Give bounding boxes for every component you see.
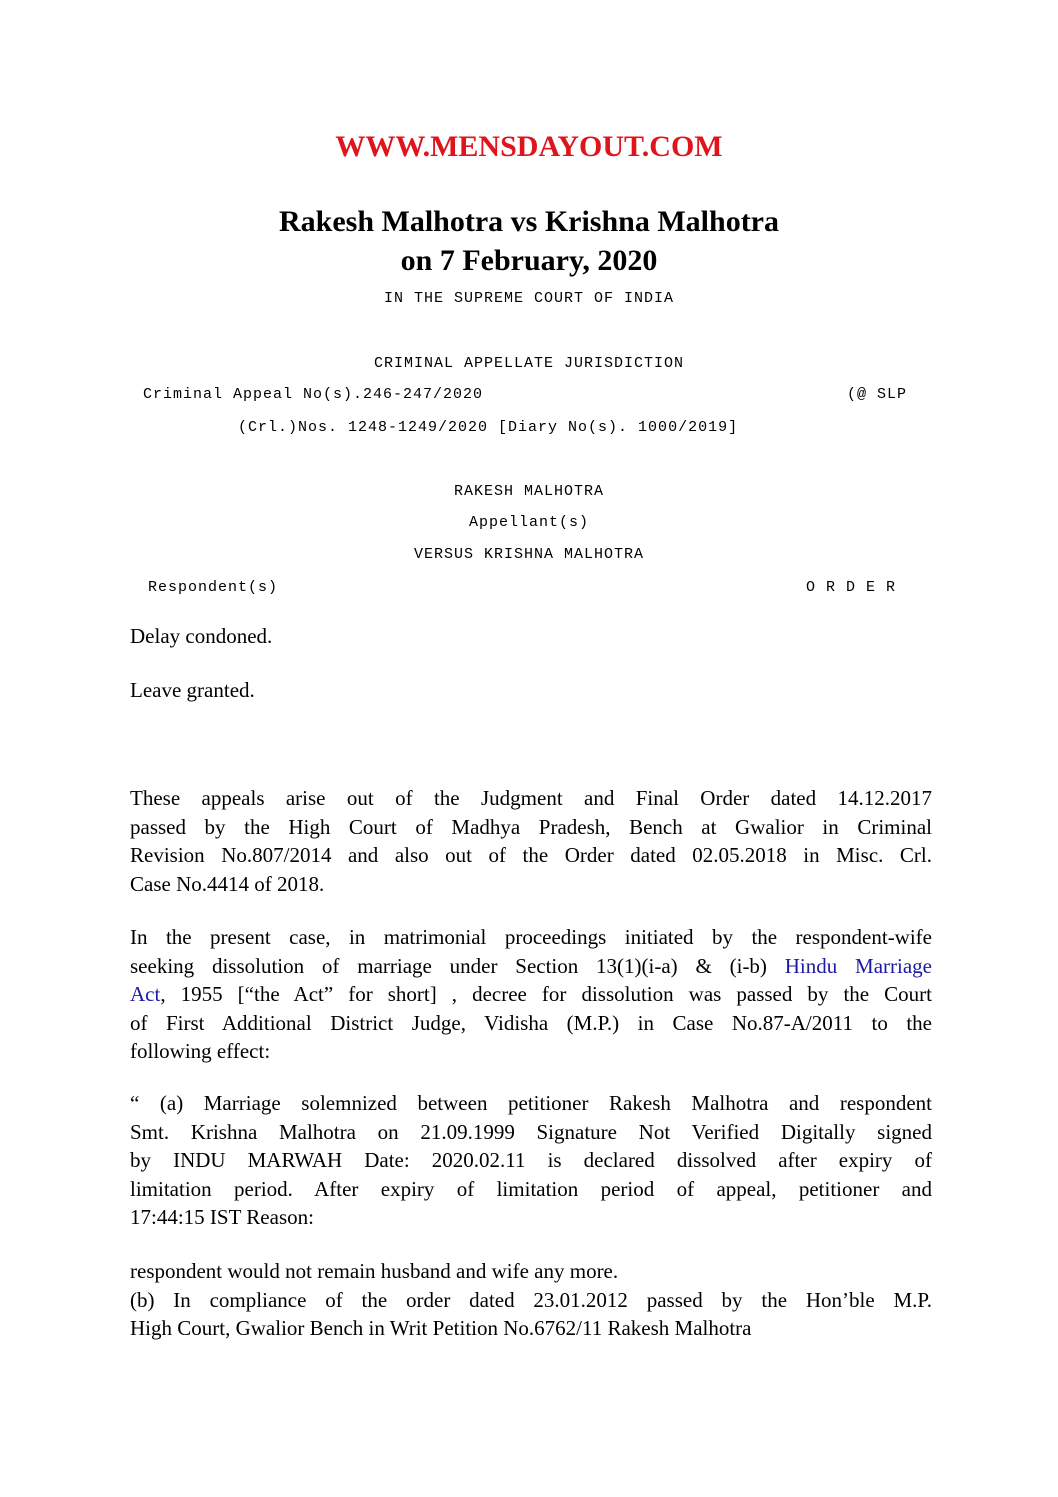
text-line: [130, 952, 932, 981]
hindu-marriage-act-link[interactable]: Hindu Marriage: [784, 953, 932, 978]
jurisdiction: CRIMINAL APPELLATE JURISDICTION: [373, 355, 685, 372]
text-line: of First Additional District Judge, Vidisha (M.P.) in Case No.87-A/2011 to the: [130, 1010, 932, 1035]
site-watermark[interactable]: WWW.MENSDAYOUT.COM: [335, 130, 723, 163]
case-title-line-2: on 7 February, 2020: [400, 244, 658, 277]
court-name: IN THE SUPREME COURT OF INDIA: [383, 290, 675, 307]
appellant-label: Appellant(s): [468, 514, 590, 531]
hindu-marriage-act-link-cont[interactable]: Act: [130, 982, 161, 1006]
crl-numbers: (Crl.)Nos. 1248-1249/2020 [Diary No(s). 1000/2019]: [238, 419, 739, 436]
text-line: Case No.4414 of 2018.: [130, 871, 325, 896]
paragraph-quoted-decree: [130, 1089, 932, 1232]
appeal-number: Criminal Appeal No(s).246-247/2020: [143, 386, 484, 403]
paragraph-appeals-arise: [130, 784, 932, 898]
appellant-name: RAKESH MALHOTRA: [453, 483, 605, 500]
text-line: Revision No.807/2014 and also out of the Order dated 02.05.2018 in Misc. Crl.: [130, 843, 932, 867]
slp-label: (@ SLP: [847, 386, 908, 403]
text-line: These appeals arise out of the Judgment and Final Order dated 14.12.2017: [130, 786, 932, 810]
respondent-label: Respondent(s): [148, 579, 279, 596]
text-line: [130, 980, 932, 1009]
paragraph-delay-condoned: Delay condoned.: [130, 624, 273, 648]
paragraph-respondent-continuation: [130, 1257, 932, 1343]
text-line: by INDU MARWAH Date: 2020.02.11 is declared dissolved after expiry of: [130, 1148, 932, 1172]
text-line: (b) In compliance of the order dated 23.01.2012 passed by the Hon’ble M.P.: [130, 1287, 932, 1312]
paragraph-present-case: [130, 923, 932, 1066]
paragraph-leave-granted: Leave granted.: [130, 678, 255, 702]
text-segment: seeking dissolution of marriage under Section 13(1)(i-a) & (i-b): [130, 953, 785, 978]
text-line: respondent would not remain husband and wife any more.: [130, 1259, 619, 1283]
text-line: passed by the High Court of Madhya Pradesh, Bench at Gwalior in Criminal: [130, 814, 932, 839]
text-line: In the present case, in matrimonial proceedings initiated by the respondent-wife: [130, 925, 932, 949]
text-line: limitation period. After expiry of limitation period of appeal, petitioner and: [130, 1176, 932, 1201]
text-line: following effect:: [130, 1039, 271, 1063]
case-title-line-1: Rakesh Malhotra vs Krishna Malhotra: [278, 205, 779, 238]
text-line: “ (a) Marriage solemnized between petitioner Rakesh Malhotra and respondent: [130, 1091, 932, 1115]
order-heading: O R D E R: [806, 579, 897, 596]
text-line: Smt. Krishna Malhotra on 21.09.1999 Signature Not Verified Digitally signed: [130, 1119, 932, 1144]
text-segment: , 1955 [“the Act” for short] , decree for dissolution was passed by the Court: [160, 982, 932, 1006]
text-line: 17:44:15 IST Reason:: [130, 1205, 314, 1229]
versus-line: VERSUS KRISHNA MALHOTRA: [413, 546, 645, 563]
text-line: High Court, Gwalior Bench in Writ Petition No.6762/11 Rakesh Malhotra: [130, 1316, 752, 1340]
